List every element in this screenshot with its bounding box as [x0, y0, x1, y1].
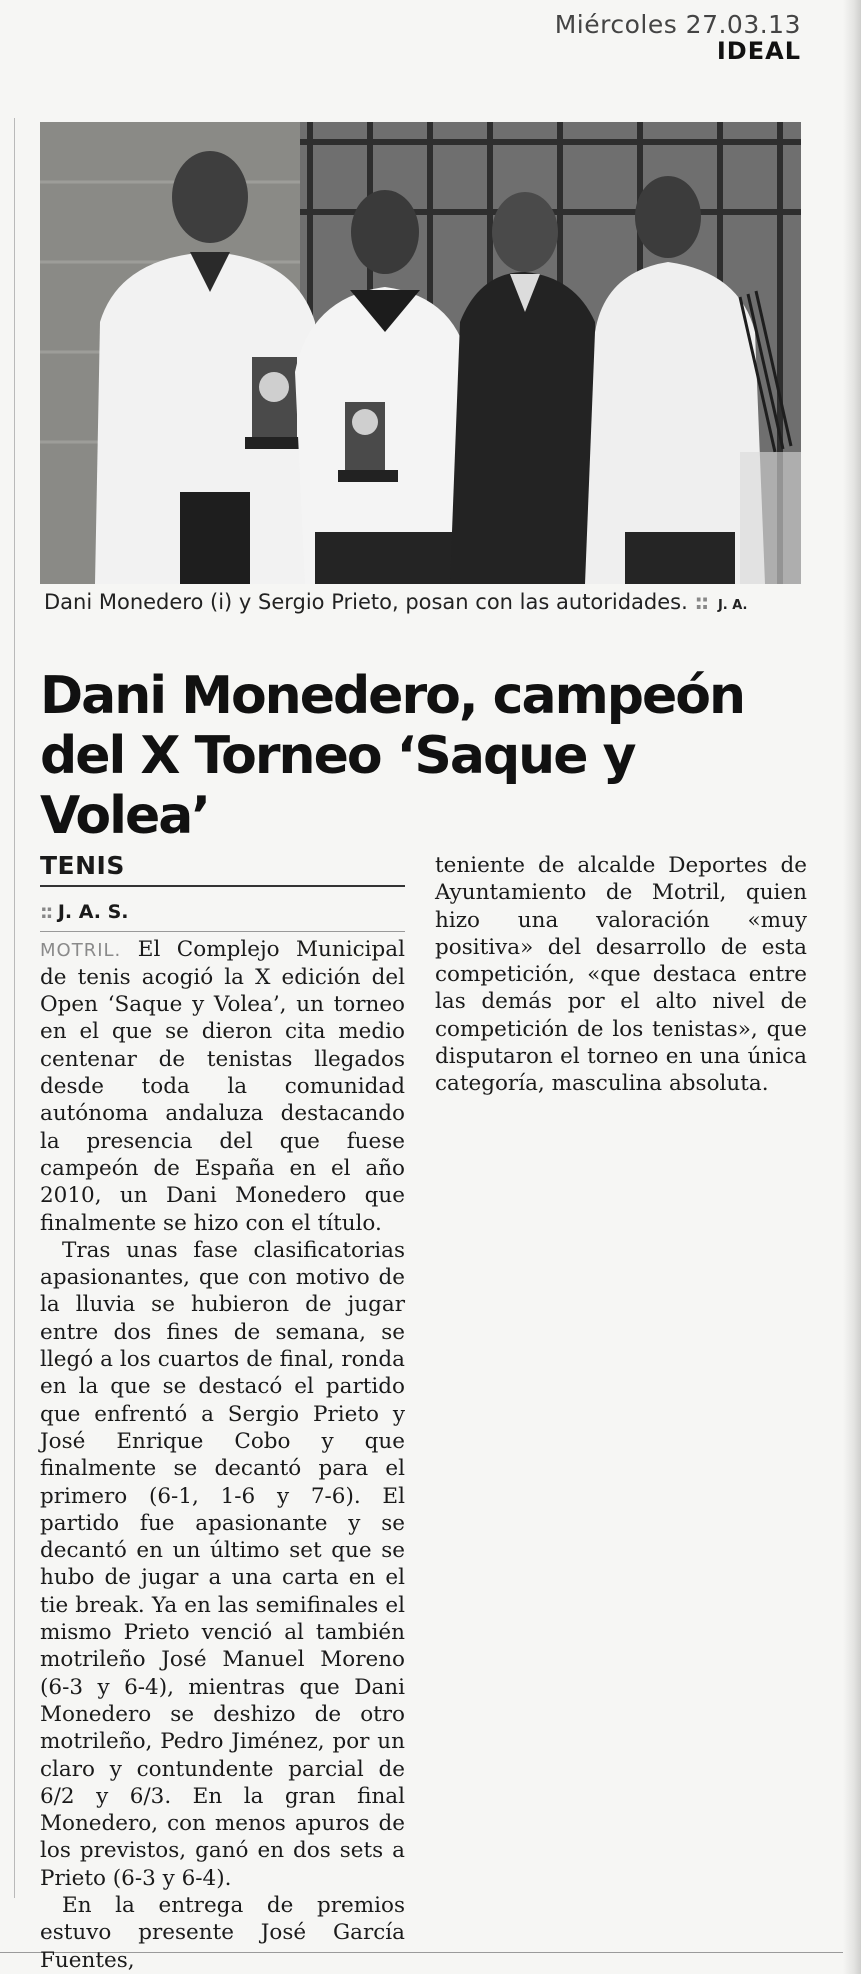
page-header	[555, 10, 801, 65]
caption-dots: ::	[694, 590, 708, 614]
byline	[40, 899, 405, 926]
photo-credit: J. A.	[717, 598, 748, 613]
caption-text: Dani Monedero (i) y Sergio Prieto, posan con las autoridades.	[44, 590, 688, 614]
page-edge	[843, 0, 861, 1974]
section-label: TENIS	[40, 851, 125, 880]
headline-line-2: del X Torneo ‘Saque y Volea’	[40, 726, 635, 846]
byline-dots: ::	[40, 901, 52, 924]
paragraph-1-text: El Complejo Municipal de tenis acogió la X edición del Open ‘Saque y Volea’, un torneo en el que se dieron cita medio centenar de tenistas llegados desde toda la comunidad autónoma andaluza destacando la presencia del que fuese campeón de España en el año 2010, un Dani Monedero que finalmente se hizo con el título.	[40, 936, 405, 1236]
paragraph-3: En la entrega de premios estuvo presente José García Fuentes,	[40, 1892, 405, 1973]
article-photo	[40, 122, 801, 584]
photo-four-men-trophies-icon	[40, 122, 801, 584]
paragraph-2: Tras unas fase clasificatorias apasionantes, que con motivo de la lluvia se hubieron de jugar entre dos fines de semana, se llegó a los cuartos de final, ronda en la que se destacó el partido que enfrentó a Sergio Prieto y José Enrique Cobo y que finalmente se decantó para el primero (6-1, 1-6 y 7-6). El partido fue apasionante y se decantó en un último set que se hubo de jugar a una carta en el tie break. Ya en las semifinales el mismo Prieto venció al también motrileño José Manuel Moreno (6-3 y 6-4), mientras que Dani Monedero se deshizo de otro motrileño, Pedro Jiménez, por un claro y contundente parcial de 6/2 y 6/3. En la gran final Monedero, con menos apuros de los previstos, ganó en dos sets a Prieto (6-3 y 6-4).	[40, 1237, 405, 1891]
paragraph-1	[40, 936, 405, 1237]
article-column-right	[435, 852, 807, 1098]
section-rule	[40, 885, 405, 887]
byline-author: J. A. S.	[57, 901, 129, 924]
byline-rule	[40, 931, 405, 932]
publication-name: IDEAL	[716, 37, 801, 65]
photo-caption	[44, 590, 814, 614]
left-column-rule	[14, 118, 15, 1898]
paragraph-4: teniente de alcalde Deportes de Ayuntamiento de Motril, quien hizo una valoración «muy positiva» del desarrollo de esta competición, «que destaca entre las demás por el alto nivel de competición de los tenistas», que disputaron el torneo en una única categoría, masculina absoluta.	[435, 853, 807, 1097]
dateline-place: MOTRIL.	[40, 939, 122, 961]
headline-line-1: Dani Monedero, campeón	[40, 666, 745, 726]
issue-date: Miércoles 27.03.13	[554, 10, 801, 39]
article-column-left	[40, 852, 405, 1974]
article-headline	[40, 666, 810, 846]
